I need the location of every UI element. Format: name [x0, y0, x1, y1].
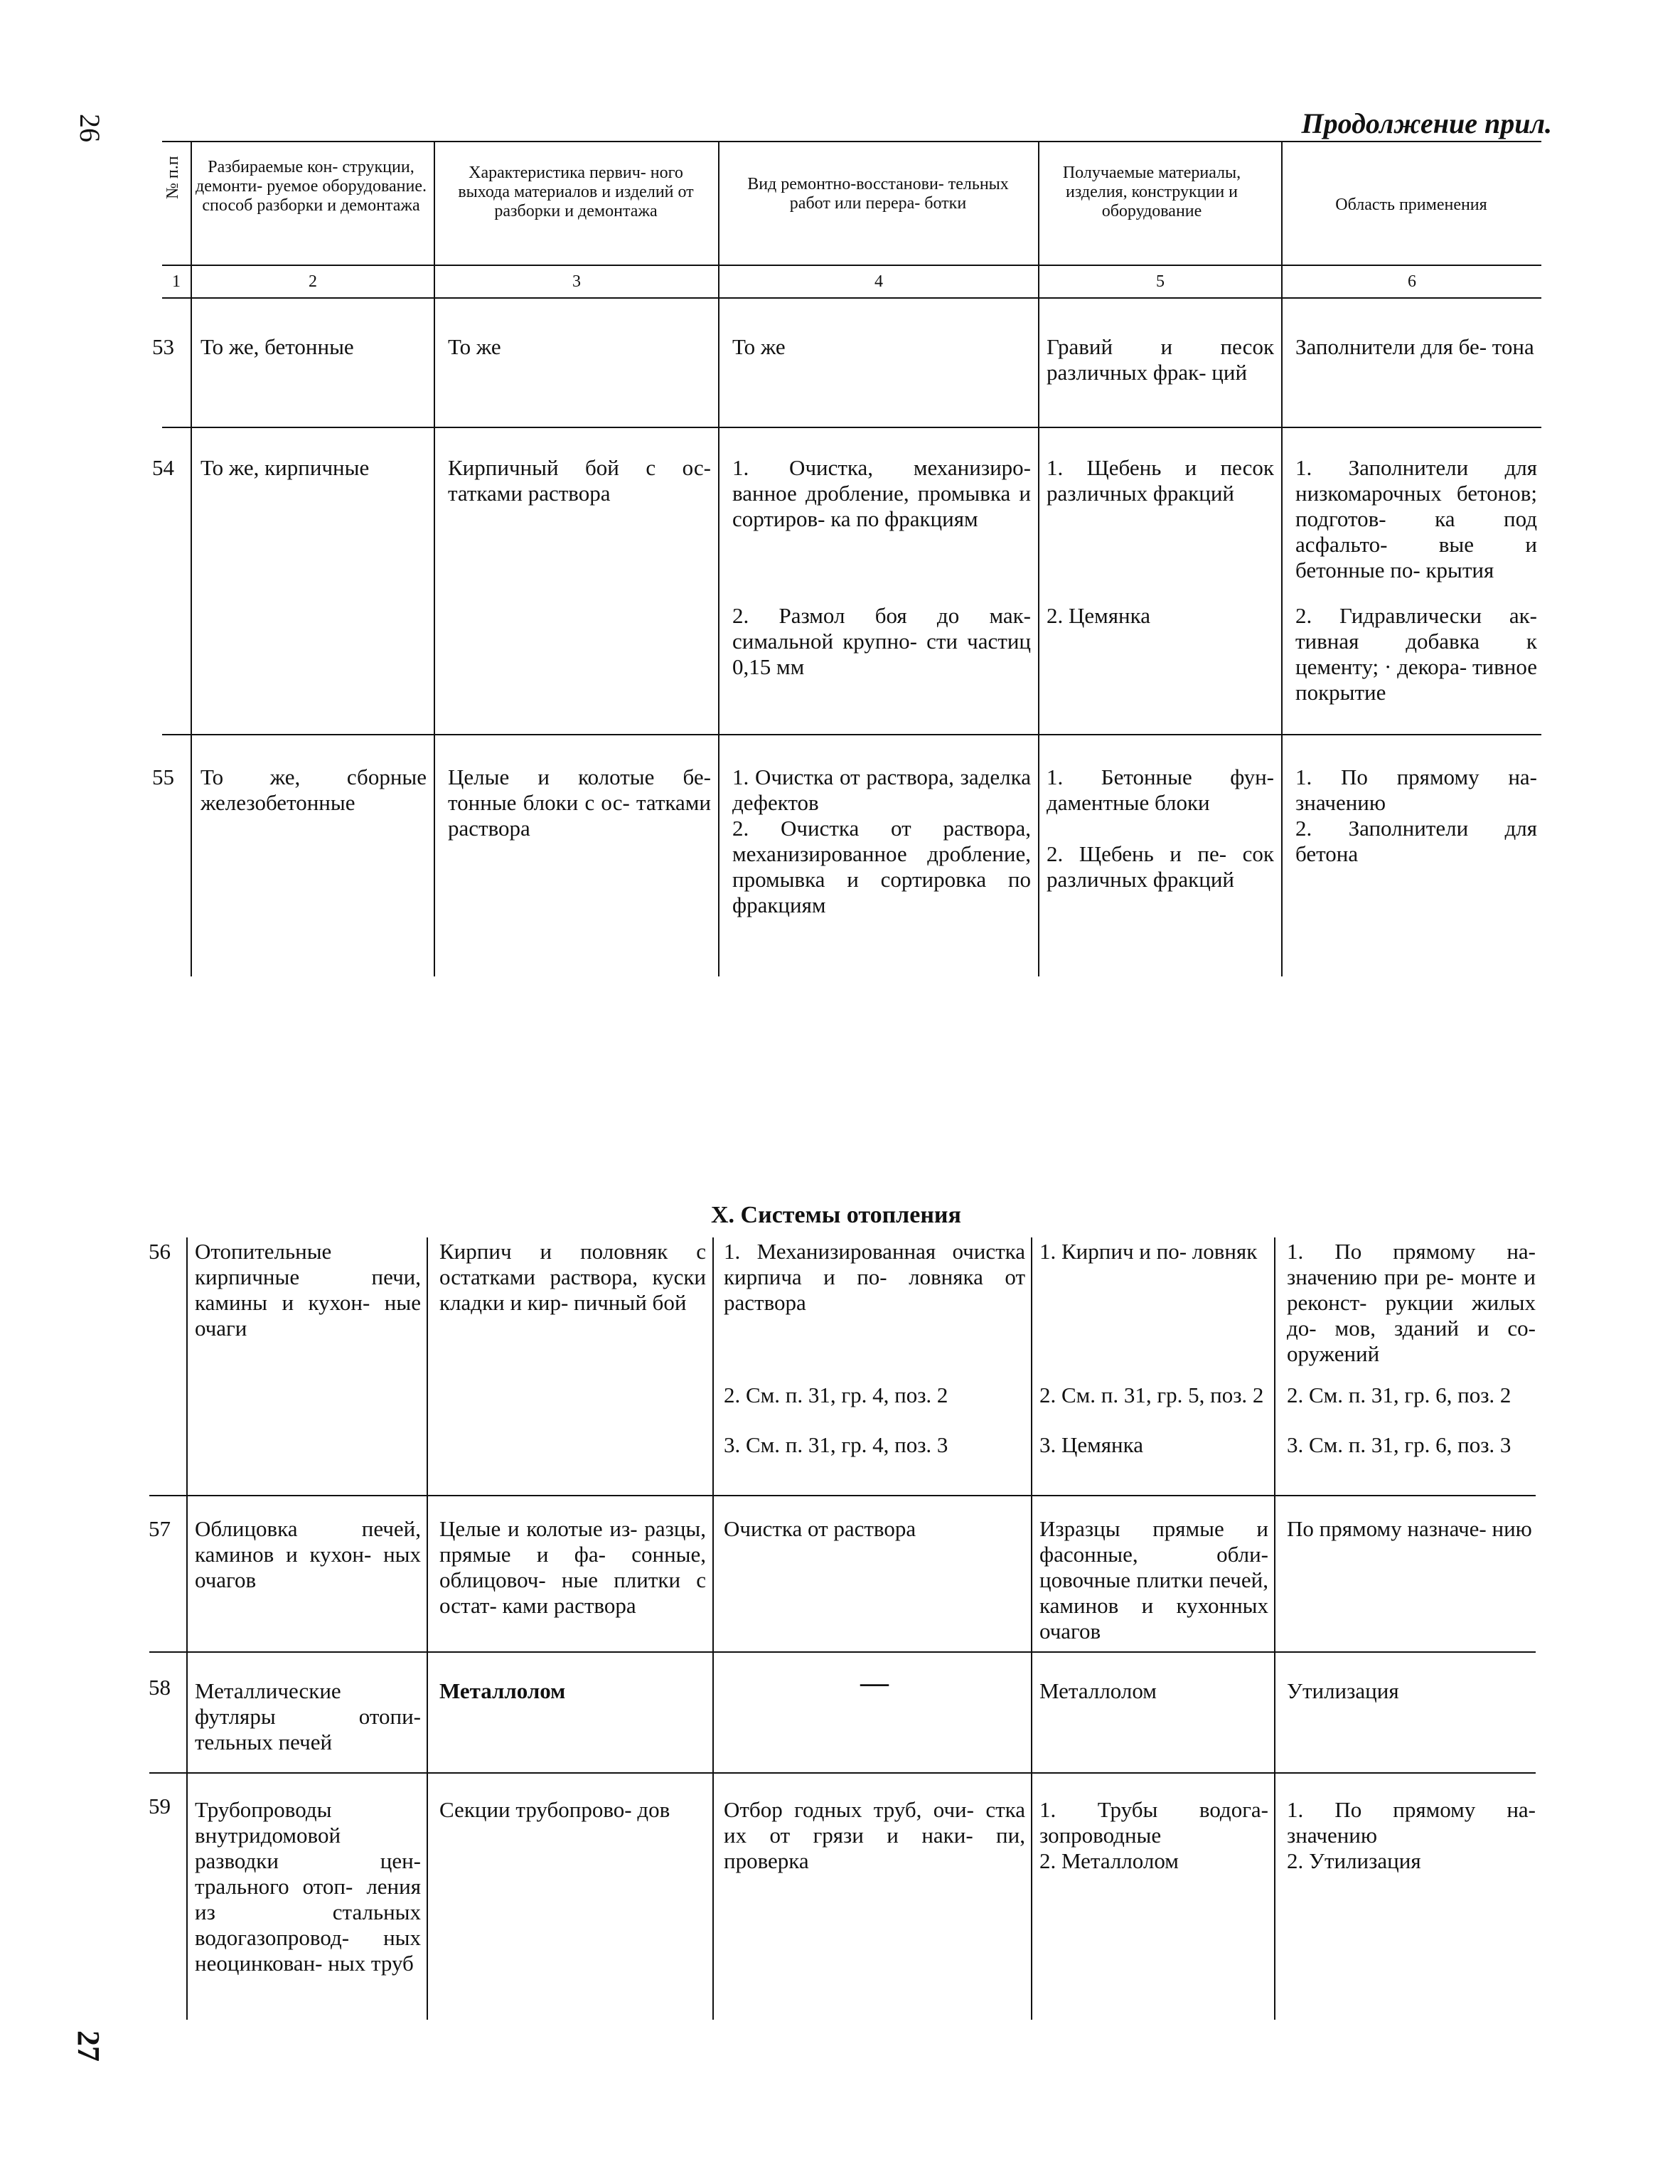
page-number-top: 26 — [74, 114, 106, 142]
row-number-53: 53 — [152, 334, 174, 359]
row54-work-2: 2. Размол боя до мак- симальной крупно- сти частиц 0,15 мм — [732, 603, 1031, 679]
row59-application-2: 2. Утилизация — [1287, 1848, 1421, 1873]
row54-work-1: 1. Очистка, механизиро- ванное дробление, промывка и сортиров- ка по фракциям — [732, 455, 1031, 531]
row56-application-2: 2. См. п. 31, гр. 6, поз. 2 — [1287, 1383, 1512, 1407]
row57-work: Очистка от раствора — [724, 1516, 916, 1541]
row59-construction: Трубопроводы внутридомовой разводки цен- трального отоп- ления из стальных водогазопровод- ных неоцинкован- ных труб — [195, 1797, 421, 1976]
row56-products-1: 1. Кирпич и по- ловняк — [1039, 1239, 1258, 1264]
row54-application-2: 2. Гидравлически ак- тивная добавка к цементу; · декора- тивное покрытие — [1295, 603, 1537, 705]
row57-products: Изразцы прямые и фасонные, обли- цовочные плитки печей, каминов и кухонных очагов — [1039, 1516, 1268, 1644]
colnum-6: 6 — [1408, 272, 1416, 291]
row57-application: По прямому назначе- нию — [1287, 1516, 1532, 1541]
row53-output: То же — [448, 334, 501, 359]
row55-application-1: 1. По прямому на- значению — [1295, 765, 1537, 815]
row54-products-2: 2. Цемянка — [1047, 603, 1150, 628]
row57-construction: Облицовка печей, каминов и кухон- ных очагов — [195, 1516, 421, 1592]
row57-output: Целые и колотые из- разцы, прямые и фа- сонные, облицовоч- ные плитки с остат- ками раствора — [439, 1516, 706, 1618]
row54-construction: То же, кирпичные — [200, 455, 370, 480]
header-bottom-rule — [162, 265, 1541, 266]
header-col1: № п.п — [164, 156, 182, 199]
vrule2-3 — [712, 1237, 714, 2020]
row55-work-1: 1. Очистка от раствора, заделка дефектов — [732, 765, 1031, 815]
row55-output: Целые и колотые бе- тонные блоки с ос- татками раствора — [448, 765, 711, 841]
row59-products-2: 2. Металлолом — [1039, 1848, 1179, 1873]
row54-products-1: 1. Щебень и песок различных фракций — [1047, 455, 1274, 506]
row55-products-2: 2. Щебень и пе- сок различных фракций — [1047, 841, 1274, 892]
row55-products-1: 1. Бетонные фун- даментные блоки — [1047, 765, 1274, 815]
header-col3: Характеристика первич- ного выхода материалов и изделий от разборки и демонтажа — [458, 164, 694, 220]
row55-construction: То же, сборные железобетонные — [200, 765, 427, 815]
row58-work: — — [860, 1666, 889, 1698]
colnum-1: 1 — [172, 272, 181, 291]
vrule2-4 — [1031, 1237, 1032, 2020]
row56-application-1: 1. По прямому на- значению при ре- монте и реконст- рукции жилых до- мов, зданий и со- оружений — [1287, 1239, 1536, 1366]
row55-work-2: 2. Очистка от раствора, механизированное дробление, промывка и сортировка по фракциям — [732, 816, 1031, 917]
continuation-label: Продолжение прил. — [1301, 107, 1552, 139]
row58-products: Металлолом — [1039, 1678, 1157, 1703]
row-rule-57 — [149, 1651, 1536, 1653]
row-rule-58 — [149, 1772, 1536, 1774]
vrule-4 — [1038, 141, 1039, 976]
row-rule-56 — [149, 1495, 1536, 1496]
row53-products: Гравий и песок различных фрак- ций — [1047, 334, 1274, 385]
vrule-1 — [191, 141, 192, 976]
row56-work-3: 3. См. п. 31, гр. 4, поз. 3 — [724, 1432, 948, 1457]
row56-products-3: 3. Цемянка — [1039, 1432, 1143, 1457]
row56-output: Кирпич и половняк с остатками раствора, куски кладки и кир- пичный бой — [439, 1239, 706, 1315]
vrule2-1 — [186, 1237, 188, 2020]
row-rule-53 — [162, 427, 1541, 428]
page-number-bottom: 27 — [71, 2030, 106, 2062]
row59-products-1: 1. Трубы водога- зопроводные — [1039, 1797, 1268, 1848]
colnum-2: 2 — [309, 272, 317, 291]
colnum-5: 5 — [1156, 272, 1165, 291]
row58-output: Металлолом — [439, 1678, 566, 1703]
section-title: X. Системы отопления — [711, 1202, 961, 1228]
row58-application: Утилизация — [1287, 1678, 1399, 1703]
row56-products-2: 2. См. п. 31, гр. 5, поз. 2 — [1039, 1383, 1264, 1407]
header-col6: Область применения — [1335, 196, 1487, 214]
row54-output: Кирпичный бой с ос- татками раствора — [448, 455, 711, 506]
row58-construction: Металлические футляры отопи- тельных печей — [195, 1678, 421, 1754]
row-number-58: 58 — [149, 1675, 171, 1700]
row55-application-2: 2. Заполнители для бетона — [1295, 816, 1537, 866]
row56-work-1: 1. Механизированная очистка кирпича и по- ловняка от раствора — [724, 1239, 1025, 1315]
vrule2-5 — [1274, 1237, 1275, 2020]
header-top-rule — [162, 141, 1541, 142]
header-col2: Разбираемые кон- струкции, демонти- руемое оборудование. способ разборки и демонтажа — [196, 158, 427, 215]
row59-output: Секции трубопрово- дов — [439, 1797, 670, 1822]
vrule-3 — [718, 141, 719, 976]
header-col5: Получаемые материалы, изделия, конструкции и оборудование — [1062, 164, 1241, 220]
row54-application-1: 1. Заполнители для низкомарочных бетонов; подготов- ка под асфальто- вые и бетонные по- крытия — [1295, 455, 1537, 582]
row-number-55: 55 — [152, 765, 174, 789]
row-rule-54 — [162, 734, 1541, 735]
vrule-2 — [434, 141, 435, 976]
colnum-4: 4 — [874, 272, 883, 291]
row59-application-1: 1. По прямому на- значению — [1287, 1797, 1536, 1848]
row-number-56: 56 — [149, 1239, 171, 1264]
row-number-54: 54 — [152, 455, 174, 480]
row56-construction: Отопительные кирпичные печи, камины и кухон- ные очаги — [195, 1239, 421, 1341]
row56-application-3: 3. См. п. 31, гр. 6, поз. 3 — [1287, 1432, 1512, 1457]
row53-application: Заполнители для бе- тона — [1295, 334, 1534, 359]
row-number-59: 59 — [149, 1794, 171, 1818]
row53-construction: То же, бетонные — [200, 334, 354, 359]
vrule2-2 — [427, 1237, 428, 2020]
header-col4: Вид ремонтно-восстанови- тельных работ или перера- ботки — [747, 175, 1009, 213]
row53-work: То же — [732, 334, 786, 359]
row-number-57: 57 — [149, 1516, 171, 1541]
vrule-5 — [1281, 141, 1283, 976]
row59-work: Отбор годных труб, очи- стка их от грязи и наки- пи, проверка — [724, 1797, 1025, 1873]
row56-work-2: 2. См. п. 31, гр. 4, поз. 2 — [724, 1383, 948, 1407]
colnum-bottom-rule — [162, 297, 1541, 299]
colnum-3: 3 — [572, 272, 581, 291]
